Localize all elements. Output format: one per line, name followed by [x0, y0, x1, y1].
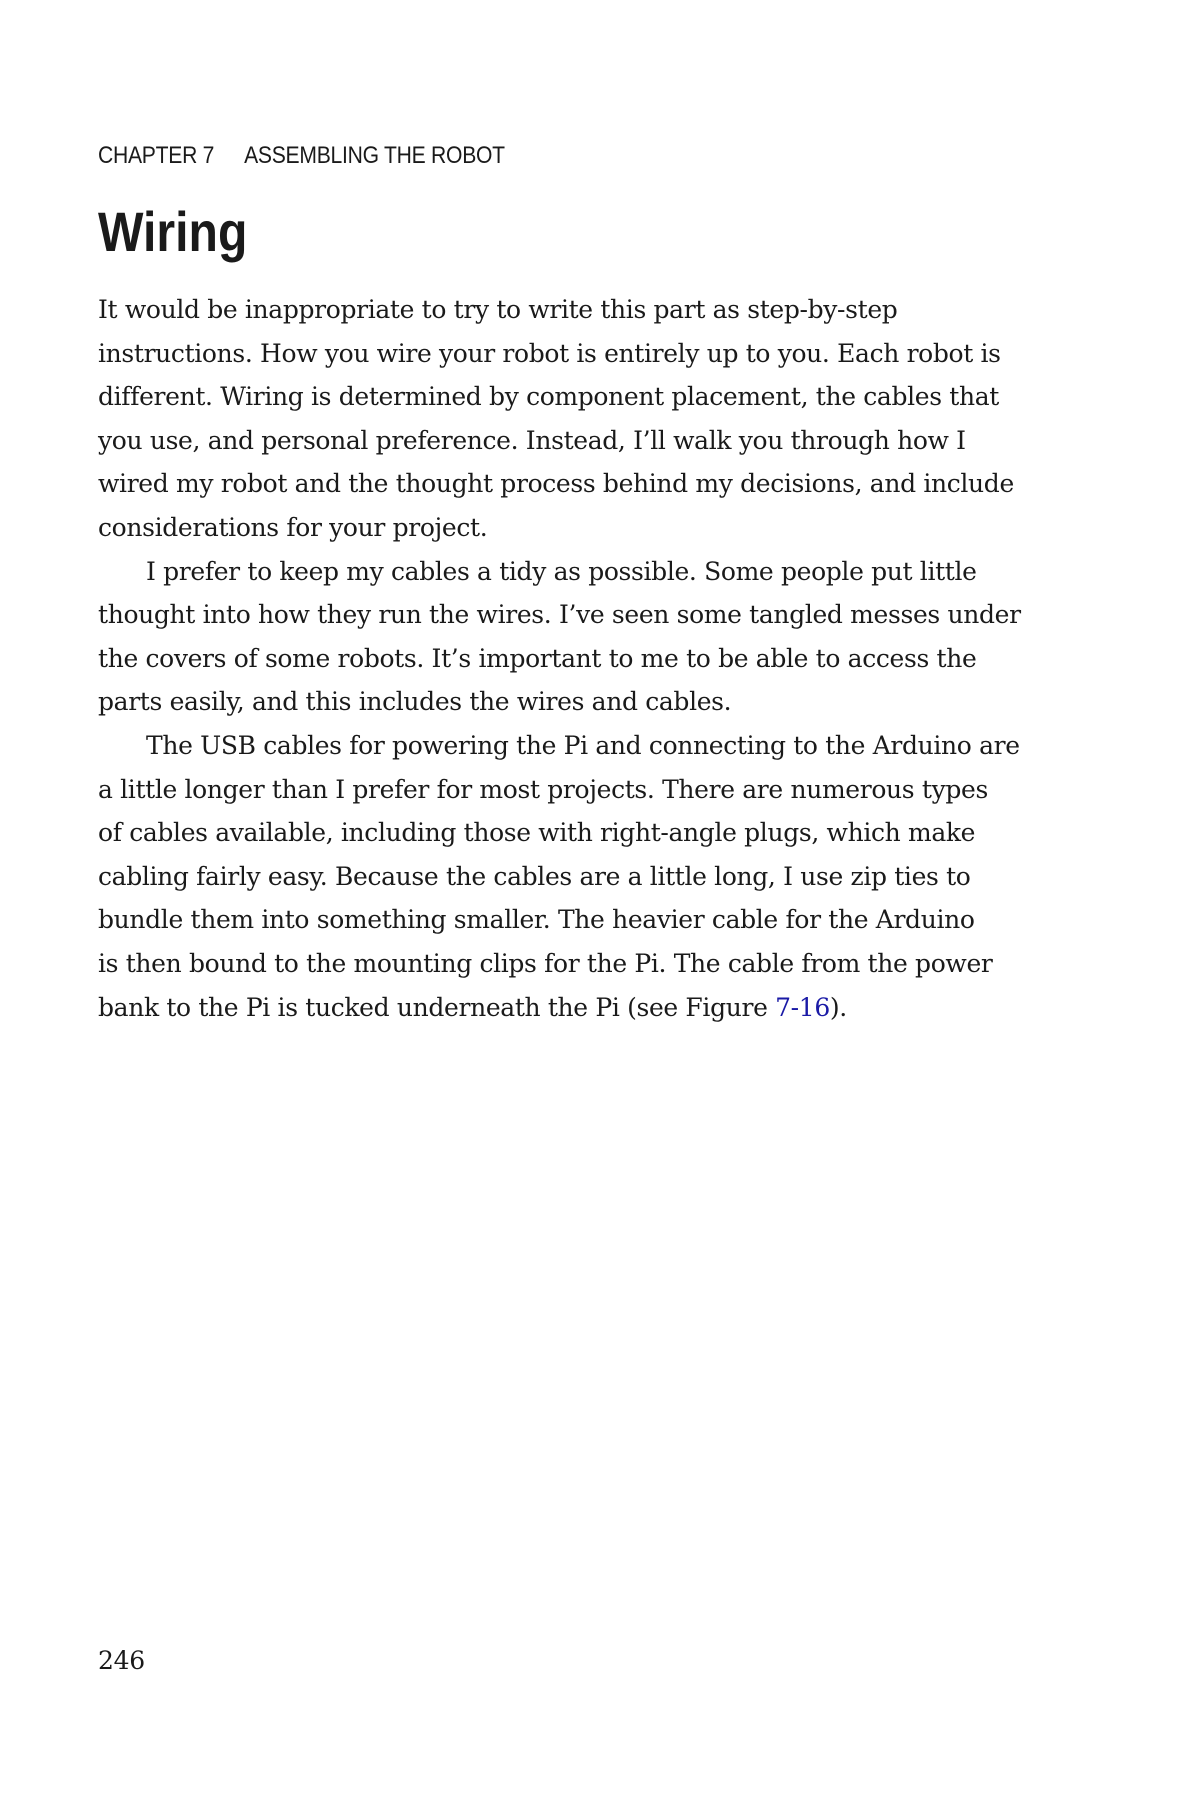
- section-title: Wiring: [98, 200, 248, 263]
- text-line: bank to the Pi is tucked underneath the Pi (see Figure: [98, 992, 776, 1022]
- text-line: the covers of some robots. It’s important to me to be able to access the: [98, 643, 977, 673]
- figure-reference-link[interactable]: 7-16: [775, 992, 830, 1022]
- running-head: [98, 142, 505, 170]
- text-line: instructions. How you wire your robot is entirely up to you. Each robot is: [98, 338, 1001, 368]
- text-line: is then bound to the mounting clips for the Pi. The cable from the power: [98, 948, 993, 978]
- text-line: I prefer to keep my cables a tidy as possible. Some people put little: [146, 556, 977, 586]
- body-text: [98, 288, 1058, 1029]
- text-line: cabling fairly easy. Because the cables are a little long, I use zip ties to: [98, 861, 971, 891]
- text-line: of cables available, including those with right-angle plugs, which make: [98, 818, 976, 848]
- text-line-end: ).: [829, 992, 847, 1022]
- paragraph-1: [98, 288, 1058, 550]
- text-line: It would be inappropriate to try to write this part as step-by-step: [98, 295, 898, 324]
- text-line: a little longer than I prefer for most projects. There are numerous types: [98, 774, 988, 804]
- text-line: different. Wiring is determined by component placement, the cables that: [98, 382, 999, 412]
- paragraph-2: [98, 550, 1058, 724]
- text-line: The USB cables for powering the Pi and connecting to the Arduino are: [146, 730, 1020, 760]
- text-line: considerations for your project.: [98, 512, 488, 542]
- page-number: 246: [98, 1646, 145, 1675]
- paragraph-3: [98, 724, 1058, 1029]
- text-line: you use, and personal preference. Instead, I’ll walk you through how I: [98, 425, 966, 455]
- text-line: thought into how they run the wires. I’ve seen some tangled messes under: [98, 600, 1021, 630]
- text-line: wired my robot and the thought process behind my decisions, and include: [98, 469, 1014, 499]
- chapter-label: CHAPTER 7: [98, 142, 215, 169]
- chapter-title: ASSEMBLING THE ROBOT: [244, 142, 505, 169]
- text-line: bundle them into something smaller. The heavier cable for the Arduino: [98, 905, 975, 935]
- text-line: parts easily, and this includes the wires and cables.: [98, 687, 732, 717]
